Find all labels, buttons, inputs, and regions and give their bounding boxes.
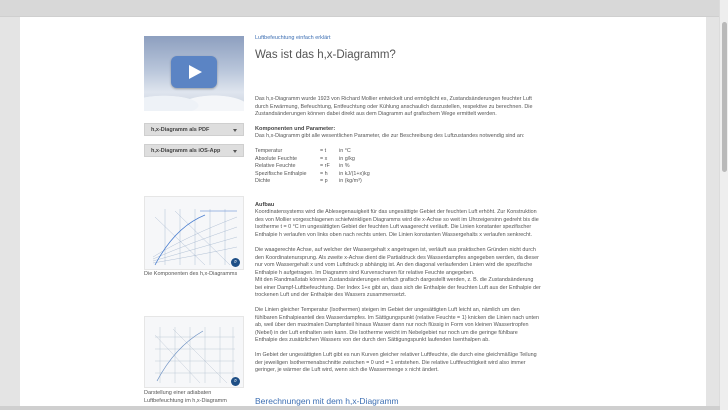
param-name: Relative Feuchte [255,163,296,170]
intro-text: Das h,x-Diagramm wurde 1923 von Richard Mollier entwickelt und ermöglicht es, Zustandsänderungen feuchter Luft durch Erwärmung, Befeuchtung, Entfeuchtung oder Kühlung anschaulich darzustellen, respektive zu berechnen. Die Zustandsänderungen können dabei direkt aus dem Diagramm auf grafischem Wege ermittelt werden. [255,96,533,118]
horizontal-scrollbar[interactable] [0,406,720,410]
param-unit: in % [339,163,350,170]
zoom-icon[interactable]: ⌕ [231,377,240,386]
param-symbol: = h [320,170,328,177]
aufbau-paragraph: Die waagerechte Achse, auf welcher der Wassergehalt x angetragen ist, verläuft aus praktischen Gründen nicht durch den Koordinatenursprung. Als zweite x-Achse dient die Partialdruck des Wasserdampfes angegeben werden, da dieser nur vom Wassergehalt x und vom Luftdruck p abhängig ist. An den diagonal verlaufenden Linien wird die spezifische Enthalpie h aufgetragen. Im Diagramm sind Kurvenscharen für relative Feuchte angegeben. [255,247,539,276]
scrollbar-thumb[interactable] [722,22,727,172]
param-symbol: = t [320,148,327,154]
param-unit: in g/kg [339,155,355,162]
page-content [20,17,706,410]
section-heading-link[interactable]: Berechnungen mit dem h,x-Diagramm [255,396,399,406]
parameter-row [255,156,455,164]
vertical-scrollbar[interactable] [719,0,728,410]
download-pdf-label: h,x-Diagramm als PDF [151,127,210,133]
page-title: Was ist das h,x-Diagramm? [255,49,396,61]
parameter-row [255,148,455,156]
zoom-icon[interactable]: ⌕ [231,258,240,267]
parameter-row [255,178,455,186]
param-name: Temperatur [255,148,283,154]
video-player[interactable] [144,36,244,111]
param-unit: in kJ/(1+x)kg [339,170,370,177]
hx-adiabatic-image [145,317,244,388]
components-text: Das h,x-Diagramm gibt alle wesentlichen Parameter, die zur Beschreibung des Luftzustandes notwendig sind an: [255,133,525,139]
figure-caption: Die Komponenten des h,x-Diagramms [144,271,238,277]
parameter-row [255,171,455,179]
chevron-down-icon [233,129,237,132]
chevron-down-icon [233,150,237,153]
aufbau-paragraph: Koordinatensystems wird die Ablesegenauigkeit für das ungesättigte Gebiet der feuchten Luft erhöht. Zur Konstruktion des von Mollier vorgeschlagenen schiefwinkligen Diagramms wird die x-Achse so weit im Uhrzeigersinn gedreht bis die Isotherme t = 0 °C im ungesättigten Gebiet der feuchten Luft waagerecht verläuft. Die Linien konstanter spezifischer Enthalpie h verlaufen von links oben nach rechts unten. Die Linien konstanten Wassergehalts x verlaufen senkrecht. [255,209,539,238]
aufbau-paragraph: Mit den Randmaßstab können Zustandsänderungen einfach grafisch dargestellt werden, z. B. die Zustandsänderung bei einer Dampf-Luftbefeuchtung. Der Index 1+x gibt an, dass sich die Enthalpie der feuchten Luft aus der Enthalpie der trockenen Luft und der Enthalpie des Wassers zusammensetzt. [255,277,541,299]
components-heading: Komponenten und Parameter: [255,126,336,132]
breadcrumb[interactable]: Luftbefeuchtung einfach erklärt [255,35,331,41]
aufbau-paragraph: Im Gebiet der ungesättigten Luft gibt es nun Kurven gleicher relativer Luftfeuchte, die durch eine gleichmäßige Teilung der jeweiligen Isothermenabschnitte zwischen = 0 und = 1 entstehen. Die relative Luftfeuchtigkeit wird also immer geringer, je wärmer die Luft wird, wenn sich die Wassermenge x nicht ändert. [255,352,537,374]
param-name: Dichte [255,178,271,185]
parameter-row [255,163,455,171]
hx-diagram-thumbnail[interactable] [144,196,244,270]
browser-top-bar [0,0,728,17]
figure-caption: Darstellung einer adiabaten Luftbefeuchtung im h,x-Diagramm [144,390,227,404]
param-unit: in (kg/m³) [339,178,362,185]
param-symbol: = rF [320,163,330,170]
aufbau-heading: Aufbau [255,202,275,208]
param-unit: in °C [339,148,351,154]
param-symbol: = x [320,155,328,162]
hx-adiabatic-thumbnail[interactable] [144,316,244,388]
download-pdf-button[interactable] [144,123,244,136]
play-icon[interactable] [171,56,217,88]
hx-diagram-image [145,197,244,270]
parameter-list [255,148,455,186]
download-ios-label: h,x-Diagramm als iOS-App [151,148,221,154]
param-name: Spezifische Enthalpie [255,170,307,177]
aufbau-paragraph: Die Linien gleicher Temperatur (Isothermen) steigen im Gebiet der ungesättigten Luft leicht an, nämlich um den fühlbaren Enthalpieanteil des Wasserdampfes. Im Sättigungspunkt (relative Feuchte = 1) knicken die Linien nach unten ab, weil über den maximalen Dampfanteil hinaus Wasser dann nur noch flüssig in Form von kleinen Wassertropfen (Nebel) in der Luft enthalten sein kann. Die Isotherme weicht im Nebelgebiet nur noch um die geringe fühlbare Enthalpie des zusätzlichen Wassers von der durch den Sättigungspunkt laufenden Isenthalpen ab. [255,307,540,344]
download-ios-app-button[interactable] [144,144,244,157]
param-name: Absolute Feuchte [255,155,297,162]
param-symbol: = p [320,178,328,185]
